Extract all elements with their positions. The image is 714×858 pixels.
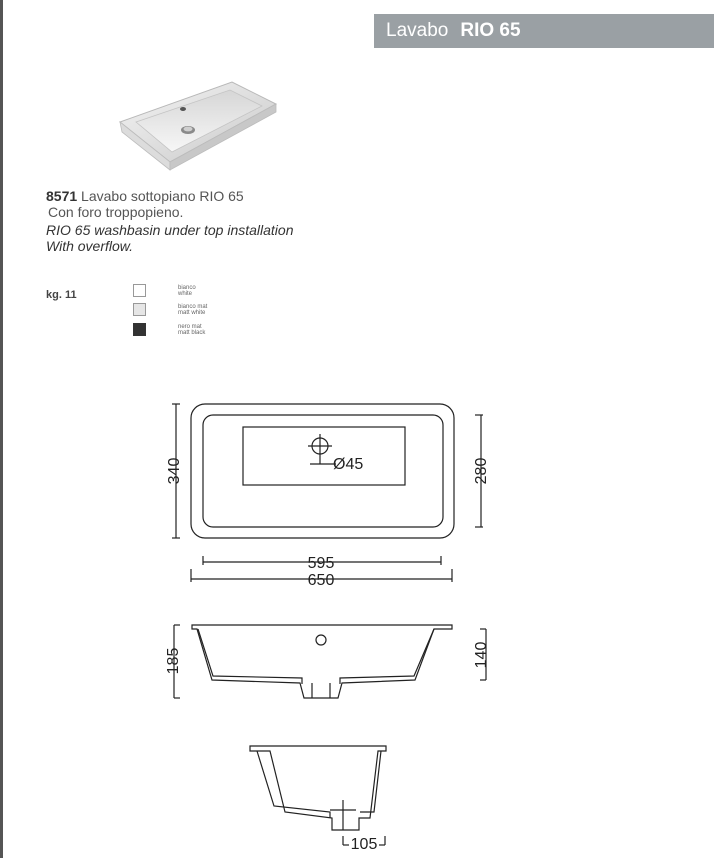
top-view-inner-outline — [203, 415, 443, 527]
overall-depth-dimension: 340 — [166, 457, 183, 485]
product-name-en: RIO 65 washbasin under top installation — [46, 222, 294, 238]
finish-label-it: nero mat — [178, 323, 202, 330]
product-line2-en: With overflow. — [46, 238, 134, 254]
side-section-outline — [250, 746, 386, 830]
finish-label-it: bianco — [178, 284, 196, 291]
top-view-basin-outline — [243, 427, 405, 485]
product-name-it: Lavabo sottopiano RIO 65 — [81, 188, 244, 204]
finish-label-en: matt black — [178, 329, 206, 336]
top-view-outer-outline — [191, 404, 454, 538]
finish-label-en: matt white — [178, 309, 206, 316]
overflow-hole — [316, 635, 326, 645]
product-code: 8571 — [46, 188, 78, 204]
product-weight: kg. 11 — [46, 289, 77, 301]
inner-depth-dimension: 280 — [473, 457, 490, 485]
finish-label-en: white — [178, 290, 193, 297]
finish-label-it: bianco mat — [178, 303, 208, 310]
title-category: Lavabo — [386, 20, 449, 41]
drain-width-dimension: 105 — [350, 836, 378, 853]
height-dimension: 185 — [165, 647, 182, 675]
inner-height-dimension: 140 — [473, 641, 490, 669]
product-line2-it: Con foro troppopieno. — [48, 204, 184, 220]
front-section-outline — [192, 625, 452, 698]
title-model: RIO 65 — [460, 20, 521, 41]
overall-width-dimension: 650 — [307, 572, 335, 589]
drain-dimension: Ø45 — [333, 456, 364, 473]
inner-width-dimension: 595 — [307, 555, 335, 572]
